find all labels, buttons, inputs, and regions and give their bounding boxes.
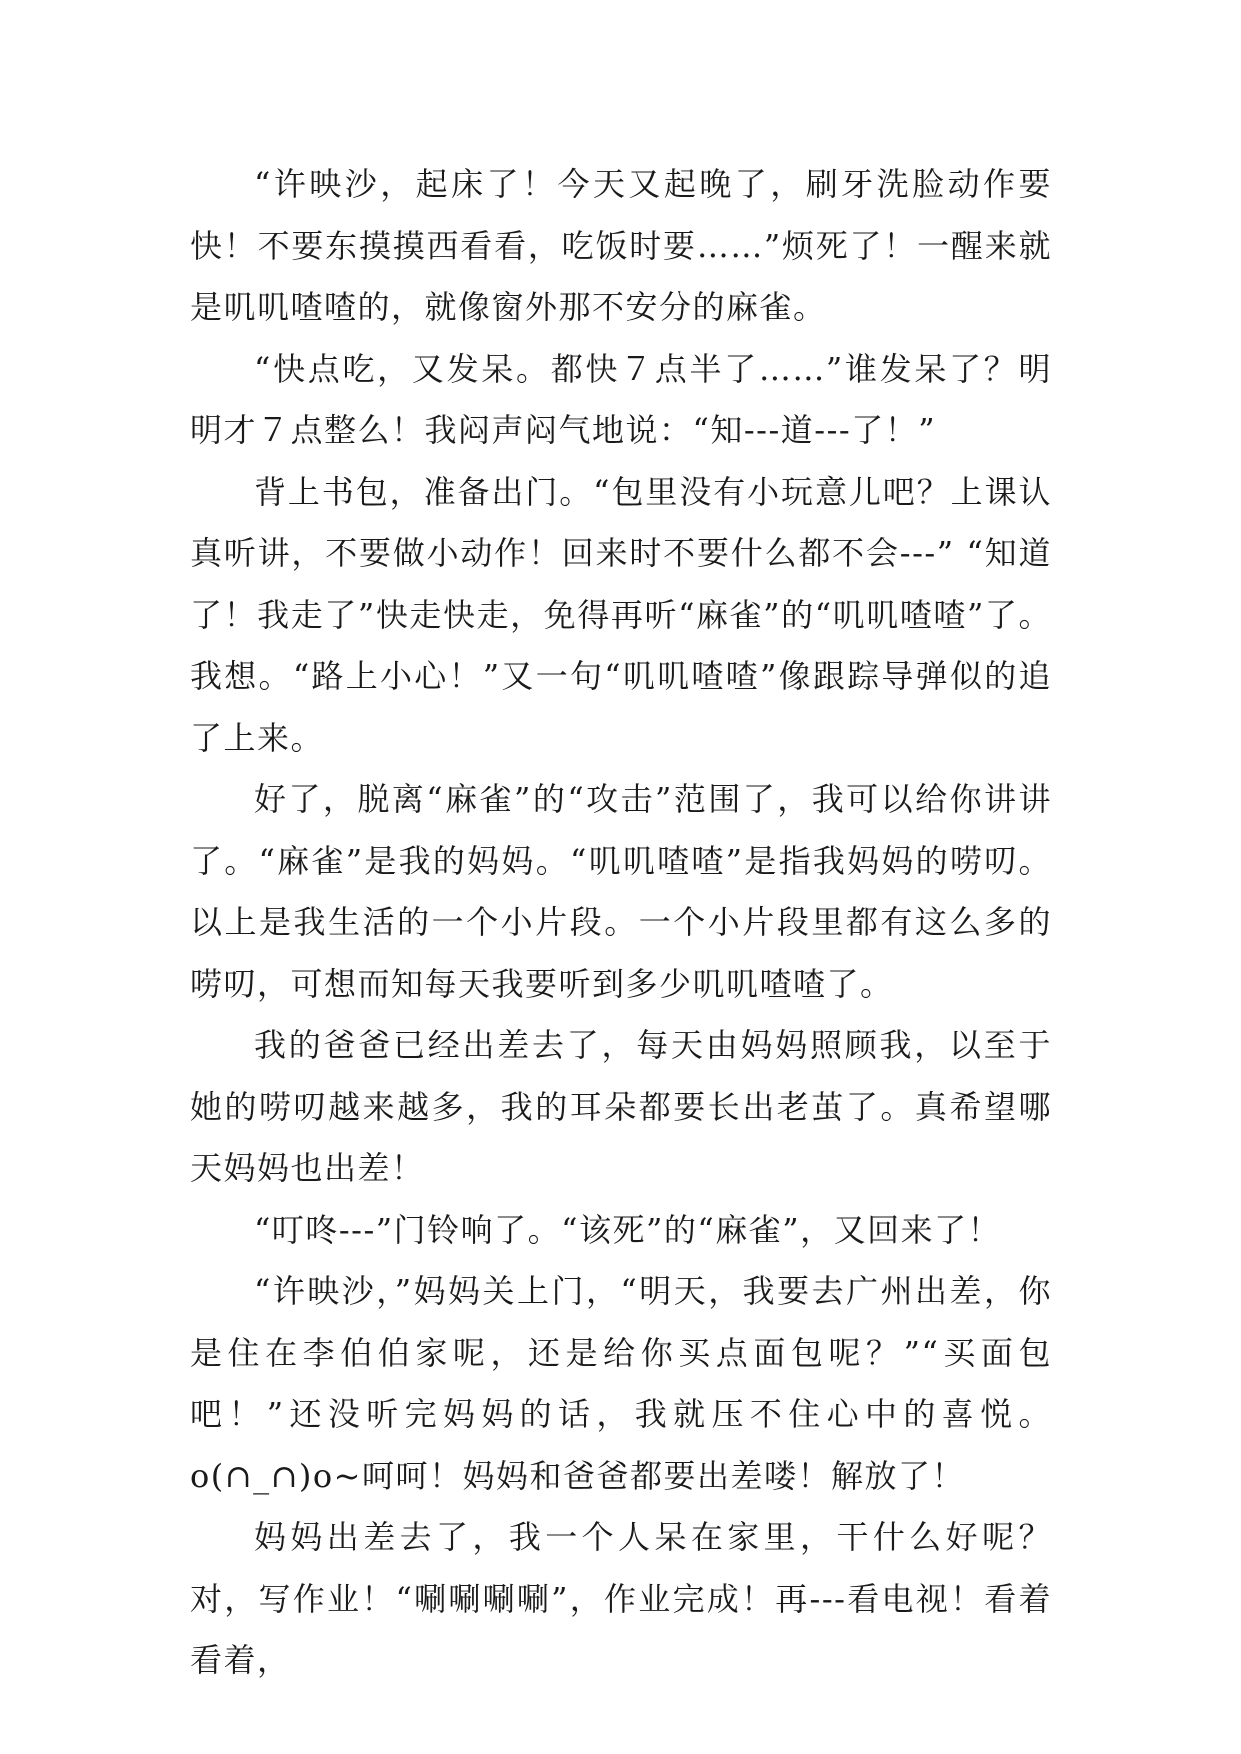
paragraph-3: 背上书包，准备出门。“包里没有小玩意儿吧？上课认真听讲，不要做小动作！回来时不要什么都不会---” “知道了！我走了”快走快走，免得再听“麻雀”的“叽叽喳喳”了。我想。“路上小心！”又一句“叽叽喳喳”像跟踪导弹似的追了上来。: [190, 472, 1052, 757]
document-body: [190, 154, 1052, 1692]
paragraph-4: 好了，脱离“麻雀”的“攻击”范围了，我可以给你讲讲了。“麻雀”是我的妈妈。“叽叽喳喳”是指我妈妈的唠叨。以上是我生活的一个小片段。一个小片段里都有这么多的唠叨，可想而知每天我要听到多少叽叽喳喳了。: [190, 780, 1052, 1003]
paragraph-6: “叮咚---”门铃响了。“该死”的“麻雀”，又回来了！: [254, 1210, 1002, 1249]
paragraph-1: “许映沙，起床了！今天又起晚了，刷牙洗脸动作要快！不要东摸摸西看看，吃饭时要……”烦死了！一醒来就是叽叽喳喳的，就像窗外那不安分的麻雀。: [190, 165, 1052, 326]
paragraph-2: “快点吃，又发呆。都快７点半了……”谁发呆了？明明才７点整么！我闷声闷气地说：“知---道---了！”: [190, 349, 1052, 449]
paragraph-5: 我的爸爸已经出差去了，每天由妈妈照顾我，以至于她的唠叨越来越多，我的耳朵都要长出老茧了。真希望哪天妈妈也出差！: [190, 1026, 1052, 1187]
paragraph-8: 妈妈出差去了，我一个人呆在家里，干什么好呢？对，写作业！“唰唰唰唰”，作业完成！再---看电视！看着看着，: [190, 1518, 1052, 1679]
paragraph-7: “许映沙，”妈妈关上门，“明天，我要去广州出差，你是住在李伯伯家呢，还是给你买点面包呢？”“买面包吧！”还没听完妈妈的话，我就压不住心中的喜悦。o(∩_∩)o~呵呵！妈妈和爸爸都要出差喽！解放了！: [190, 1272, 1052, 1495]
